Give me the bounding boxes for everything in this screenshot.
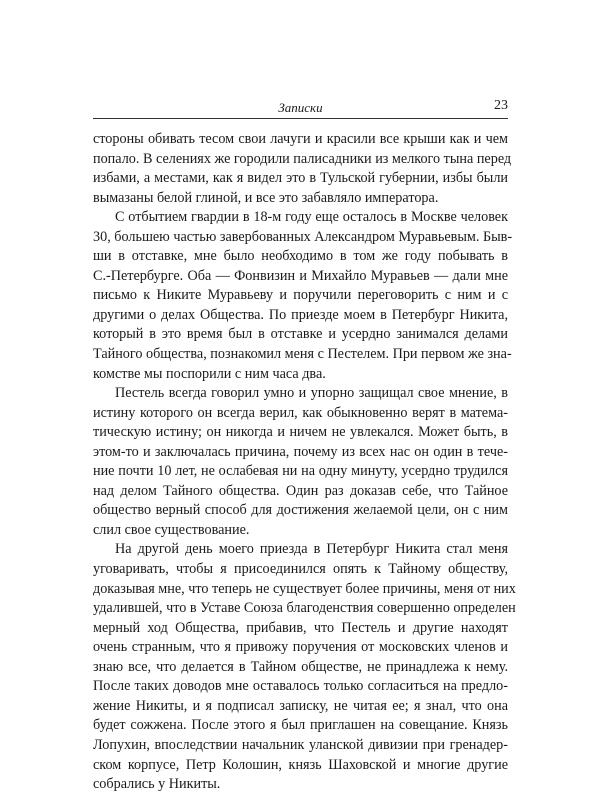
text-line: тическую истину; он никогда и ничем не увлекался. Может быть, в <box>93 424 508 441</box>
text-line: очень странным, что я привожу поручения от московских членов и <box>93 639 508 656</box>
text-line: избами, а местами, как я видел это в Тульской губернии, избы были <box>93 170 508 187</box>
text-line: стороны обивать тесом свои лачуги и красили все крыши как и чем <box>93 131 508 147</box>
text-line: собрались у Никиты. <box>93 776 221 793</box>
text-line: слил свое существование. <box>93 521 250 538</box>
text-line: доказывая мне, что теперь не существует более причины, меня от них <box>93 580 516 597</box>
text-line: 30, большею частью завербованных Александром Муравьевым. Быв- <box>93 228 513 245</box>
text-line: С.-Петербурге. Оба — Фонвизин и Михайло Муравьев — дали мне <box>93 267 508 284</box>
text-line: общество верный способ для достижения желаемой цели, он с ним <box>93 502 508 519</box>
text-line: На другой день моего приезда в Петербург Никита стал меня <box>115 541 508 558</box>
text-line: этом-то и заключалась причина, почему из всех нас он один в тече- <box>93 443 508 460</box>
text-line: который в это время был в отставке и усердно занимался делами <box>93 326 508 343</box>
text-line: С отбытием гвардии в 18-м году еще осталось в Москве человек <box>115 209 508 226</box>
text-line: другими о делах Общества. По приезде моем в Петербург Никита, <box>93 306 508 323</box>
text-line: ши в отставке, мне было необходимо в том же году побывать в <box>93 248 508 265</box>
text-line: письмо к Никите Муравьеву и поручили переговорить с ним и с <box>93 287 508 304</box>
text-line: комстве мы поспорили с ним часа два. <box>93 365 326 382</box>
text-line: попало. В селениях же городили палисадники из мелкого тына перед <box>93 150 512 167</box>
text-line: удалившей, что в Уставе Союза благоденствия совершенно определен <box>93 600 516 617</box>
text-line: Тайного общества, познакомил меня с Пестелем. При первом же зна- <box>93 346 512 363</box>
text-line: После таких доводов мне оставалось только согласиться на предло- <box>93 678 508 695</box>
body-text <box>93 130 516 795</box>
page-header <box>93 98 508 119</box>
page-number: 23 <box>494 98 508 113</box>
text-line: мерный ход Общества, прибавив, что Пестель и другие находят <box>93 619 508 636</box>
text-line: жение Никиты, и я подписал записку, не читая ее; я знал, что она <box>93 697 508 714</box>
text-line: ском корпусе, Петр Колошин, князь Шаховской и многие другие <box>93 756 508 773</box>
text-line: знаю все, что делается в Тайном обществе, не принадлежа к нему. <box>93 658 508 675</box>
text-line: Пестель всегда говорил умно и упорно защищал свое мнение, в <box>115 385 508 402</box>
text-line: над делом Тайного общества. Один раз доказав себе, что Тайное <box>93 482 508 499</box>
text-line: будет сожжена. После этого я был приглашен на совещание. Князь <box>93 717 508 734</box>
text-line: вымазаны белой глиной, и все это забавляло императора. <box>93 189 439 206</box>
text-line: истину которого он всегда верил, как обыкновенно верят в матема- <box>93 404 508 421</box>
running-title: Записки <box>278 100 323 115</box>
text-line: уговаривать, чтобы я присоединился опять к Тайному обществу, <box>93 561 508 578</box>
text-line: Лопухин, впоследствии начальник уланской дивизии при гренадер- <box>93 736 508 753</box>
text-line: ние почти 10 лет, не ослабевая ни на одну минуту, усердно трудился <box>93 463 508 480</box>
